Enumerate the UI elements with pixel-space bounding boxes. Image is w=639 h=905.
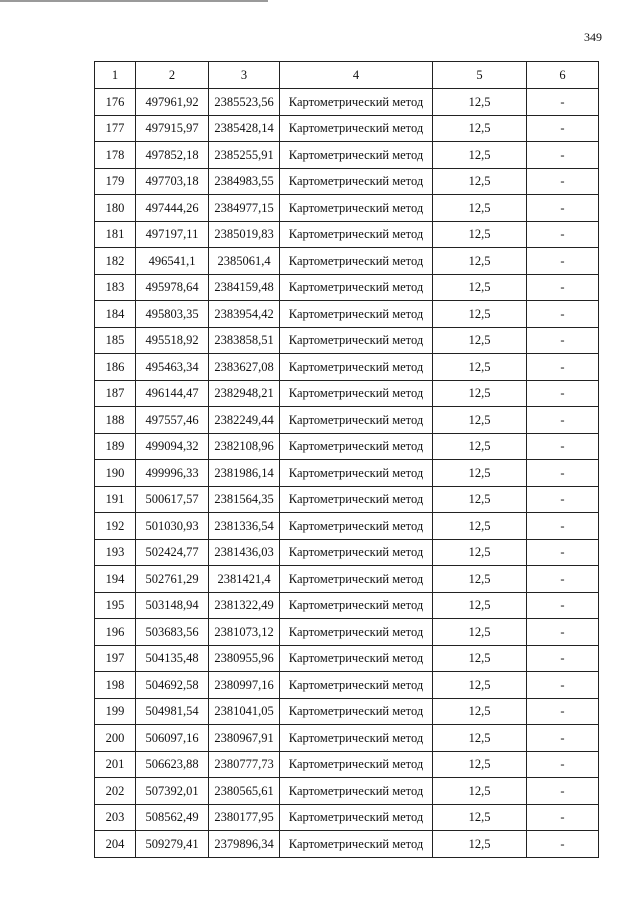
accuracy-cell: 12,5 (433, 698, 527, 725)
table-row (95, 672, 599, 699)
point-number-cell: 190 (95, 460, 136, 487)
table-row (95, 619, 599, 646)
x-coordinate-cell: 501030,93 (136, 513, 209, 540)
x-coordinate-cell: 506623,88 (136, 751, 209, 778)
x-coordinate-cell: 509279,41 (136, 831, 209, 858)
method-cell: Картометрический метод (280, 354, 433, 381)
y-coordinate-cell: 2383858,51 (209, 327, 280, 354)
method-cell: Картометрический метод (280, 221, 433, 248)
accuracy-cell: 12,5 (433, 831, 527, 858)
accuracy-cell: 12,5 (433, 142, 527, 169)
accuracy-cell: 12,5 (433, 301, 527, 328)
method-cell: Картометрический метод (280, 592, 433, 619)
y-coordinate-cell: 2381322,49 (209, 592, 280, 619)
table-row (95, 751, 599, 778)
point-number-cell: 187 (95, 380, 136, 407)
table-row (95, 115, 599, 142)
x-coordinate-cell: 497444,26 (136, 195, 209, 222)
point-number-cell: 196 (95, 619, 136, 646)
y-coordinate-cell: 2385428,14 (209, 115, 280, 142)
y-coordinate-cell: 2380955,96 (209, 645, 280, 672)
y-coordinate-cell: 2383627,08 (209, 354, 280, 381)
point-number-cell: 189 (95, 433, 136, 460)
column-header: 3 (209, 62, 280, 89)
accuracy-cell: 12,5 (433, 645, 527, 672)
method-cell: Картометрический метод (280, 751, 433, 778)
note-cell: - (527, 274, 599, 301)
column-header: 6 (527, 62, 599, 89)
note-cell: - (527, 672, 599, 699)
x-coordinate-cell: 507392,01 (136, 778, 209, 805)
method-cell: Картометрический метод (280, 831, 433, 858)
point-number-cell: 186 (95, 354, 136, 381)
table-row (95, 142, 599, 169)
y-coordinate-cell: 2381073,12 (209, 619, 280, 646)
table-row (95, 592, 599, 619)
y-coordinate-cell: 2382249,44 (209, 407, 280, 434)
method-cell: Картометрический метод (280, 778, 433, 805)
table-row (95, 248, 599, 275)
note-cell: - (527, 751, 599, 778)
y-coordinate-cell: 2385061,4 (209, 248, 280, 275)
note-cell: - (527, 327, 599, 354)
point-number-cell: 188 (95, 407, 136, 434)
note-cell: - (527, 698, 599, 725)
y-coordinate-cell: 2382108,96 (209, 433, 280, 460)
x-coordinate-cell: 499996,33 (136, 460, 209, 487)
method-cell: Картометрический метод (280, 566, 433, 593)
x-coordinate-cell: 502761,29 (136, 566, 209, 593)
accuracy-cell: 12,5 (433, 327, 527, 354)
x-coordinate-cell: 495518,92 (136, 327, 209, 354)
table-row (95, 566, 599, 593)
note-cell: - (527, 725, 599, 752)
accuracy-cell: 12,5 (433, 513, 527, 540)
page-number: 349 (584, 30, 602, 44)
table-row (95, 513, 599, 540)
accuracy-cell: 12,5 (433, 168, 527, 195)
note-cell: - (527, 778, 599, 805)
accuracy-cell: 12,5 (433, 619, 527, 646)
point-number-cell: 179 (95, 168, 136, 195)
x-coordinate-cell: 495978,64 (136, 274, 209, 301)
point-number-cell: 193 (95, 539, 136, 566)
x-coordinate-cell: 497197,11 (136, 221, 209, 248)
table-row (95, 221, 599, 248)
accuracy-cell: 12,5 (433, 672, 527, 699)
point-number-cell: 178 (95, 142, 136, 169)
method-cell: Картометрический метод (280, 804, 433, 831)
y-coordinate-cell: 2385523,56 (209, 89, 280, 116)
table-body (95, 62, 599, 858)
accuracy-cell: 12,5 (433, 195, 527, 222)
y-coordinate-cell: 2383954,42 (209, 301, 280, 328)
note-cell: - (527, 168, 599, 195)
point-number-cell: 184 (95, 301, 136, 328)
method-cell: Картометрический метод (280, 380, 433, 407)
table-row (95, 698, 599, 725)
accuracy-cell: 12,5 (433, 354, 527, 381)
note-cell: - (527, 645, 599, 672)
table-row (95, 89, 599, 116)
note-cell: - (527, 433, 599, 460)
accuracy-cell: 12,5 (433, 804, 527, 831)
method-cell: Картометрический метод (280, 725, 433, 752)
y-coordinate-cell: 2380177,95 (209, 804, 280, 831)
accuracy-cell: 12,5 (433, 751, 527, 778)
point-number-cell: 202 (95, 778, 136, 805)
note-cell: - (527, 831, 599, 858)
column-header: 5 (433, 62, 527, 89)
method-cell: Картометрический метод (280, 460, 433, 487)
table-row (95, 195, 599, 222)
accuracy-cell: 12,5 (433, 486, 527, 513)
method-cell: Картометрический метод (280, 327, 433, 354)
point-number-cell: 183 (95, 274, 136, 301)
point-number-cell: 182 (95, 248, 136, 275)
y-coordinate-cell: 2385019,83 (209, 221, 280, 248)
point-number-cell: 191 (95, 486, 136, 513)
accuracy-cell: 12,5 (433, 460, 527, 487)
table-row (95, 407, 599, 434)
y-coordinate-cell: 2381986,14 (209, 460, 280, 487)
accuracy-cell: 12,5 (433, 433, 527, 460)
column-header: 2 (136, 62, 209, 89)
y-coordinate-cell: 2381436,03 (209, 539, 280, 566)
note-cell: - (527, 380, 599, 407)
note-cell: - (527, 592, 599, 619)
point-number-cell: 203 (95, 804, 136, 831)
table-row (95, 725, 599, 752)
x-coordinate-cell: 502424,77 (136, 539, 209, 566)
note-cell: - (527, 115, 599, 142)
point-number-cell: 185 (95, 327, 136, 354)
note-cell: - (527, 619, 599, 646)
column-header: 4 (280, 62, 433, 89)
point-number-cell: 176 (95, 89, 136, 116)
x-coordinate-cell: 497557,46 (136, 407, 209, 434)
table-row (95, 778, 599, 805)
point-number-cell: 180 (95, 195, 136, 222)
method-cell: Картометрический метод (280, 672, 433, 699)
top-rule (0, 0, 268, 2)
y-coordinate-cell: 2381564,35 (209, 486, 280, 513)
method-cell: Картометрический метод (280, 89, 433, 116)
table-row (95, 433, 599, 460)
accuracy-cell: 12,5 (433, 380, 527, 407)
y-coordinate-cell: 2384983,55 (209, 168, 280, 195)
x-coordinate-cell: 503148,94 (136, 592, 209, 619)
table-row (95, 274, 599, 301)
note-cell: - (527, 248, 599, 275)
point-number-cell: 177 (95, 115, 136, 142)
point-number-cell: 200 (95, 725, 136, 752)
x-coordinate-cell: 503683,56 (136, 619, 209, 646)
note-cell: - (527, 142, 599, 169)
note-cell: - (527, 486, 599, 513)
point-number-cell: 198 (95, 672, 136, 699)
x-coordinate-cell: 504981,54 (136, 698, 209, 725)
method-cell: Картометрический метод (280, 486, 433, 513)
table-row (95, 645, 599, 672)
y-coordinate-cell: 2380997,16 (209, 672, 280, 699)
table-row (95, 539, 599, 566)
table-header-row (95, 62, 599, 89)
accuracy-cell: 12,5 (433, 778, 527, 805)
method-cell: Картометрический метод (280, 142, 433, 169)
y-coordinate-cell: 2379896,34 (209, 831, 280, 858)
method-cell: Картометрический метод (280, 433, 433, 460)
x-coordinate-cell: 497915,97 (136, 115, 209, 142)
table-row (95, 168, 599, 195)
y-coordinate-cell: 2381421,4 (209, 566, 280, 593)
note-cell: - (527, 460, 599, 487)
point-number-cell: 201 (95, 751, 136, 778)
note-cell: - (527, 221, 599, 248)
method-cell: Картометрический метод (280, 698, 433, 725)
point-number-cell: 199 (95, 698, 136, 725)
x-coordinate-cell: 500617,57 (136, 486, 209, 513)
x-coordinate-cell: 499094,32 (136, 433, 209, 460)
method-cell: Картометрический метод (280, 195, 433, 222)
method-cell: Картометрический метод (280, 301, 433, 328)
point-number-cell: 192 (95, 513, 136, 540)
column-header: 1 (95, 62, 136, 89)
method-cell: Картометрический метод (280, 513, 433, 540)
accuracy-cell: 12,5 (433, 221, 527, 248)
note-cell: - (527, 89, 599, 116)
x-coordinate-cell: 497703,18 (136, 168, 209, 195)
x-coordinate-cell: 506097,16 (136, 725, 209, 752)
point-number-cell: 204 (95, 831, 136, 858)
note-cell: - (527, 354, 599, 381)
method-cell: Картометрический метод (280, 248, 433, 275)
table-row (95, 327, 599, 354)
x-coordinate-cell: 504692,58 (136, 672, 209, 699)
y-coordinate-cell: 2384159,48 (209, 274, 280, 301)
accuracy-cell: 12,5 (433, 725, 527, 752)
method-cell: Картометрический метод (280, 645, 433, 672)
method-cell: Картометрический метод (280, 539, 433, 566)
y-coordinate-cell: 2381336,54 (209, 513, 280, 540)
y-coordinate-cell: 2385255,91 (209, 142, 280, 169)
x-coordinate-cell: 504135,48 (136, 645, 209, 672)
method-cell: Картометрический метод (280, 168, 433, 195)
y-coordinate-cell: 2382948,21 (209, 380, 280, 407)
accuracy-cell: 12,5 (433, 407, 527, 434)
table-row (95, 486, 599, 513)
point-number-cell: 181 (95, 221, 136, 248)
x-coordinate-cell: 508562,49 (136, 804, 209, 831)
method-cell: Картометрический метод (280, 274, 433, 301)
table-row (95, 460, 599, 487)
accuracy-cell: 12,5 (433, 89, 527, 116)
method-cell: Картометрический метод (280, 619, 433, 646)
note-cell: - (527, 407, 599, 434)
x-coordinate-cell: 495463,34 (136, 354, 209, 381)
y-coordinate-cell: 2381041,05 (209, 698, 280, 725)
y-coordinate-cell: 2380777,73 (209, 751, 280, 778)
x-coordinate-cell: 497852,18 (136, 142, 209, 169)
y-coordinate-cell: 2380565,61 (209, 778, 280, 805)
table-row (95, 301, 599, 328)
accuracy-cell: 12,5 (433, 115, 527, 142)
x-coordinate-cell: 495803,35 (136, 301, 209, 328)
note-cell: - (527, 195, 599, 222)
note-cell: - (527, 513, 599, 540)
accuracy-cell: 12,5 (433, 274, 527, 301)
point-number-cell: 197 (95, 645, 136, 672)
table-row (95, 804, 599, 831)
x-coordinate-cell: 497961,92 (136, 89, 209, 116)
accuracy-cell: 12,5 (433, 539, 527, 566)
point-number-cell: 194 (95, 566, 136, 593)
note-cell: - (527, 566, 599, 593)
note-cell: - (527, 301, 599, 328)
method-cell: Картометрический метод (280, 115, 433, 142)
table-row (95, 831, 599, 858)
x-coordinate-cell: 496144,47 (136, 380, 209, 407)
table-row (95, 380, 599, 407)
method-cell: Картометрический метод (280, 407, 433, 434)
x-coordinate-cell: 496541,1 (136, 248, 209, 275)
point-number-cell: 195 (95, 592, 136, 619)
y-coordinate-cell: 2384977,15 (209, 195, 280, 222)
accuracy-cell: 12,5 (433, 592, 527, 619)
accuracy-cell: 12,5 (433, 566, 527, 593)
note-cell: - (527, 539, 599, 566)
y-coordinate-cell: 2380967,91 (209, 725, 280, 752)
accuracy-cell: 12,5 (433, 248, 527, 275)
note-cell: - (527, 804, 599, 831)
table-row (95, 354, 599, 381)
coordinates-table (94, 61, 599, 858)
